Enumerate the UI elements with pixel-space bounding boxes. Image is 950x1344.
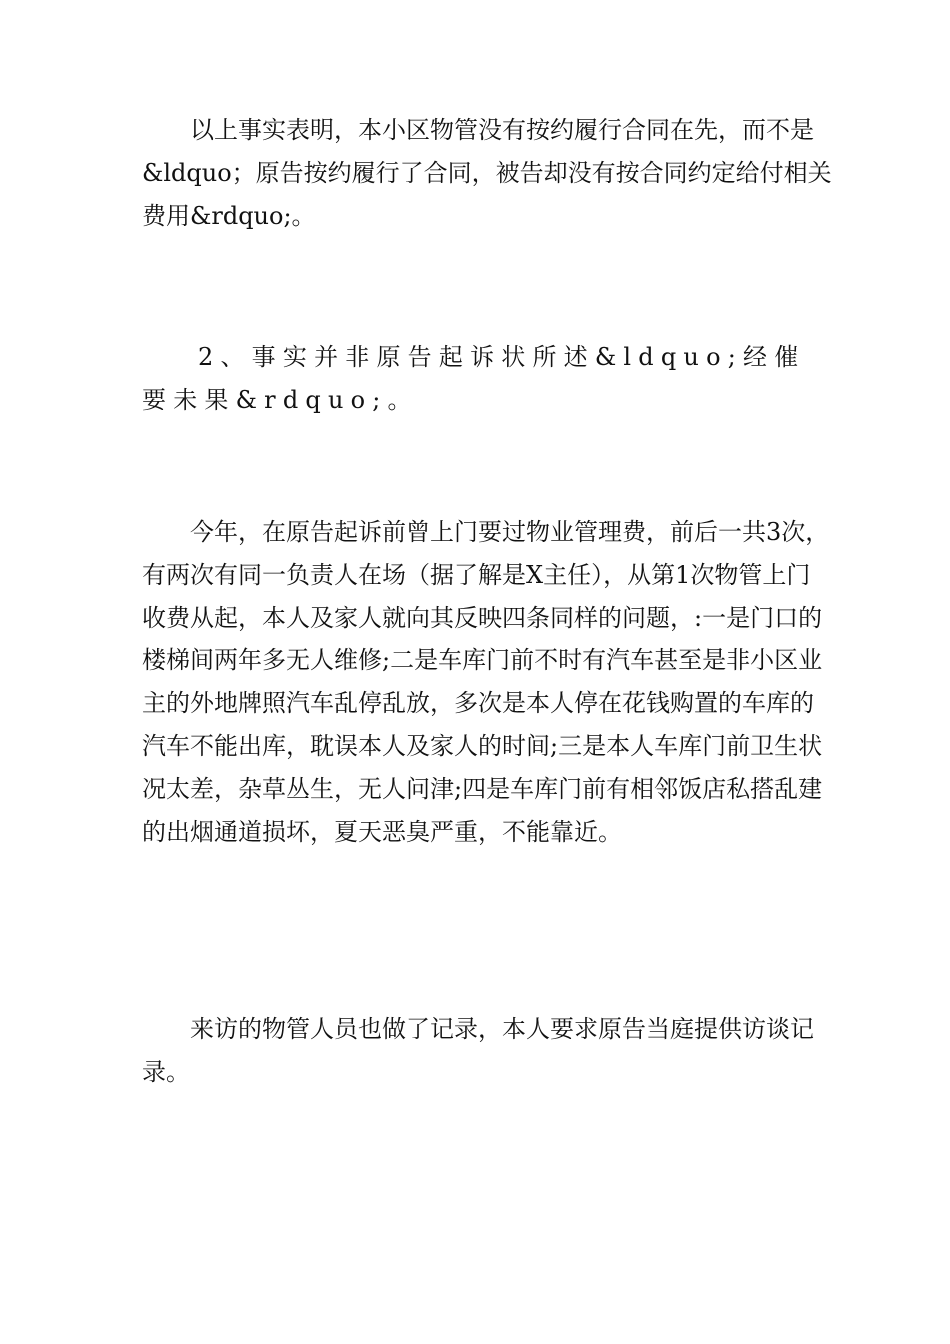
paragraph-collection-visits: 今年，在原告起诉前曾上门要过物业管理费，前后一共3次，有两次有同一负责人在场（据了解是X主任），从第1次物管上门收费从起，本人及家人就向其反映四条同样的问题，:一是门口的楼梯间两年多无人维修;二是车库门前不时有汽车甚至是非小区业主的外地牌照汽车乱停乱放，多次是本人停在花钱购置的车库的汽车不能出库，耽误本人及家人的时间;三是本人车库门前卫生状况太差，杂草丛生，无人问津;四是车库门前有相邻饭店私搭乱建的出烟通道损坏，夏天恶臭严重，不能靠近。 bbox=[142, 518, 830, 846]
paragraph-point-2-heading: 2、事实并非原告起诉状所述&ldquo;经催要未果&rdquo;。 bbox=[142, 343, 806, 414]
paragraph-facts-summary: 以上事实表明，本小区物管没有按约履行合同在先，而不是&ldquo；原告按约履行了合同，被告却没有按合同约定给付相关费用&rdquo;。 bbox=[142, 116, 832, 230]
paragraph-visit-records: 来访的物管人员也做了记录，本人要求原告当庭提供访谈记录。 bbox=[142, 1015, 814, 1086]
